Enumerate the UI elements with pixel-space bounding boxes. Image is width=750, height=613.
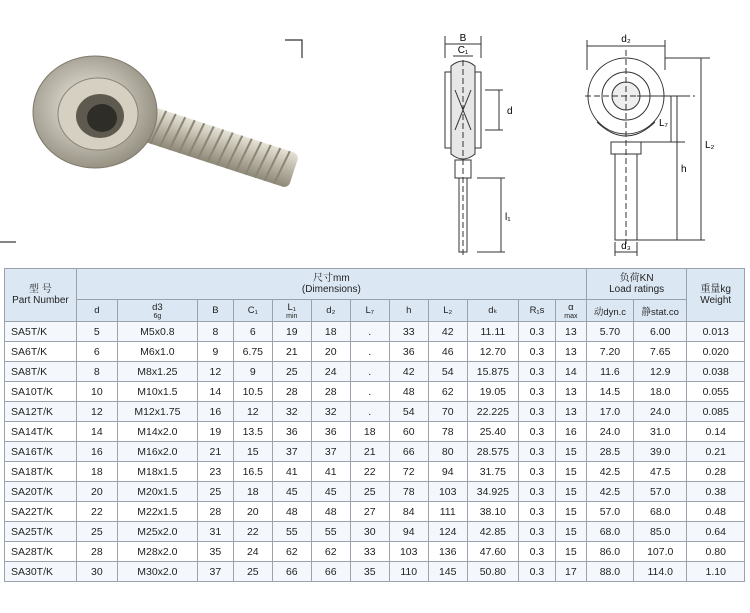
- table-cell: 36: [311, 422, 350, 442]
- col-B: B: [197, 300, 233, 322]
- table-cell: 62: [428, 382, 467, 402]
- table-cell: 15.875: [467, 362, 518, 382]
- table-cell: 28.575: [467, 442, 518, 462]
- table-cell: .: [350, 402, 389, 422]
- col-L1: L₁ min: [272, 300, 311, 322]
- table-cell: 9: [197, 342, 233, 362]
- table-cell: 42.5: [586, 462, 633, 482]
- table-cell: 15: [555, 482, 586, 502]
- table-cell: 107.0: [634, 542, 687, 562]
- part-number-cell: SA8T/K: [5, 362, 77, 382]
- table-cell: 12: [233, 402, 272, 422]
- part-number-cell: SA12T/K: [5, 402, 77, 422]
- part-number-cell: SA10T/K: [5, 382, 77, 402]
- table-cell: 0.3: [519, 362, 556, 382]
- table-row: [5, 422, 745, 442]
- table-cell: 0.28: [687, 462, 745, 482]
- table-row: [5, 562, 745, 582]
- table-cell: 54: [428, 362, 467, 382]
- label-h: h: [681, 164, 687, 175]
- col-d2: d₂: [311, 300, 350, 322]
- table-cell: 15: [555, 502, 586, 522]
- table-cell: 11.11: [467, 322, 518, 342]
- table-cell: 124: [428, 522, 467, 542]
- table-cell: 0.055: [687, 382, 745, 402]
- table-cell: 28: [311, 382, 350, 402]
- table-cell: 70: [428, 402, 467, 422]
- table-cell: 24.0: [634, 402, 687, 422]
- table-cell: 68.0: [634, 502, 687, 522]
- table-cell: 114.0: [634, 562, 687, 582]
- table-row: [5, 442, 745, 462]
- table-cell: 25: [76, 522, 117, 542]
- part-number-cell: SA25T/K: [5, 522, 77, 542]
- table-cell: 72: [389, 462, 428, 482]
- table-cell: 28: [272, 382, 311, 402]
- table-cell: 9: [233, 362, 272, 382]
- table-cell: M14x2.0: [117, 422, 197, 442]
- table-cell: 78: [428, 422, 467, 442]
- table-cell: .: [350, 322, 389, 342]
- table-cell: 12.70: [467, 342, 518, 362]
- header-weight: 重量kg Weight: [687, 269, 745, 322]
- table-cell: 18: [311, 322, 350, 342]
- header-dimensions: 尺寸mm (Dimensions): [76, 269, 586, 300]
- table-cell: 88.0: [586, 562, 633, 582]
- table-cell: M18x1.5: [117, 462, 197, 482]
- table-row: [5, 522, 745, 542]
- table-cell: 0.14: [687, 422, 745, 442]
- table-cell: 25.40: [467, 422, 518, 442]
- table-row: [5, 482, 745, 502]
- table-cell: 136: [428, 542, 467, 562]
- table-cell: 111: [428, 502, 467, 522]
- table-cell: 41: [272, 462, 311, 482]
- table-cell: 18: [76, 462, 117, 482]
- table-cell: 42: [389, 362, 428, 382]
- table-cell: 35: [350, 562, 389, 582]
- table-cell: 103: [389, 542, 428, 562]
- table-row: [5, 382, 745, 402]
- table-cell: 110: [389, 562, 428, 582]
- table-cell: 21: [197, 442, 233, 462]
- table-cell: M28x2.0: [117, 542, 197, 562]
- table-cell: 21: [350, 442, 389, 462]
- part-number-cell: SA18T/K: [5, 462, 77, 482]
- table-cell: 8: [76, 362, 117, 382]
- table-cell: 66: [389, 442, 428, 462]
- table-cell: 60: [389, 422, 428, 442]
- table-cell: 48: [311, 502, 350, 522]
- table-cell: 14: [197, 382, 233, 402]
- table-cell: 6.00: [634, 322, 687, 342]
- table-cell: 1.10: [687, 562, 745, 582]
- table-cell: 30: [350, 522, 389, 542]
- table-cell: 0.3: [519, 442, 556, 462]
- table-cell: 11.6: [586, 362, 633, 382]
- col-stat: 静stat.co: [634, 300, 687, 322]
- table-cell: 0.80: [687, 542, 745, 562]
- table-cell: 12: [76, 402, 117, 422]
- table-cell: 15: [233, 442, 272, 462]
- table-cell: M20x1.5: [117, 482, 197, 502]
- table-cell: 15: [555, 522, 586, 542]
- part-number-cell: SA28T/K: [5, 542, 77, 562]
- table-cell: 42.5: [586, 482, 633, 502]
- label-d2: d₂: [621, 34, 631, 45]
- table-cell: 34.925: [467, 482, 518, 502]
- table-cell: 5: [76, 322, 117, 342]
- table-cell: 10: [76, 382, 117, 402]
- table-cell: M22x1.5: [117, 502, 197, 522]
- table-cell: 13: [555, 342, 586, 362]
- label-C1: C₁: [457, 45, 469, 56]
- table-cell: 94: [428, 462, 467, 482]
- table-cell: 0.3: [519, 542, 556, 562]
- col-h: h: [389, 300, 428, 322]
- table-cell: 0.3: [519, 522, 556, 542]
- col-d: d: [76, 300, 117, 322]
- table-cell: 86.0: [586, 542, 633, 562]
- table-cell: 0.085: [687, 402, 745, 422]
- table-cell: 103: [428, 482, 467, 502]
- table-cell: 6: [76, 342, 117, 362]
- table-cell: 22: [76, 502, 117, 522]
- table-cell: 50.80: [467, 562, 518, 582]
- table-cell: 62: [272, 542, 311, 562]
- table-cell: 25: [197, 482, 233, 502]
- label-L2: L₂: [705, 140, 715, 151]
- crop-marks: [0, 0, 310, 250]
- table-cell: 37: [272, 442, 311, 462]
- table-cell: 33: [389, 322, 428, 342]
- table-cell: 23: [197, 462, 233, 482]
- table-cell: 20: [76, 482, 117, 502]
- table-cell: M16x2.0: [117, 442, 197, 462]
- table-cell: 68.0: [586, 522, 633, 542]
- table-cell: 12.9: [634, 362, 687, 382]
- label-d3: d₃: [621, 241, 631, 252]
- table-cell: 28: [197, 502, 233, 522]
- table-cell: 8: [197, 322, 233, 342]
- table-cell: 41: [311, 462, 350, 482]
- table-cell: 13: [555, 402, 586, 422]
- table-cell: 31.0: [634, 422, 687, 442]
- part-number-cell: SA16T/K: [5, 442, 77, 462]
- table-cell: 19.05: [467, 382, 518, 402]
- table-cell: 47.5: [634, 462, 687, 482]
- table-cell: 14: [555, 362, 586, 382]
- table-cell: 0.3: [519, 462, 556, 482]
- table-cell: 25: [272, 362, 311, 382]
- label-L7: L₇: [659, 118, 668, 129]
- table-cell: 78: [389, 482, 428, 502]
- table-row: [5, 322, 745, 342]
- table-cell: 38.10: [467, 502, 518, 522]
- table-cell: 28: [76, 542, 117, 562]
- table-cell: 16: [197, 402, 233, 422]
- table-cell: 0.3: [519, 502, 556, 522]
- table-cell: M6x1.0: [117, 342, 197, 362]
- table-cell: M30x2.0: [117, 562, 197, 582]
- table-cell: 62: [311, 542, 350, 562]
- table-cell: M12x1.75: [117, 402, 197, 422]
- table-cell: 37: [197, 562, 233, 582]
- table-cell: 0.3: [519, 342, 556, 362]
- part-number-cell: SA14T/K: [5, 422, 77, 442]
- table-cell: 0.38: [687, 482, 745, 502]
- table-cell: 0.3: [519, 422, 556, 442]
- table-row: [5, 542, 745, 562]
- table-cell: 33: [350, 542, 389, 562]
- table-cell: 28.5: [586, 442, 633, 462]
- table-cell: 85.0: [634, 522, 687, 542]
- col-alpha: α max: [555, 300, 586, 322]
- table-cell: 42: [428, 322, 467, 342]
- table-cell: 0.3: [519, 382, 556, 402]
- table-cell: 14.5: [586, 382, 633, 402]
- table-cell: 16: [76, 442, 117, 462]
- table-row: [5, 502, 745, 522]
- table-row: [5, 462, 745, 482]
- table-cell: 80: [428, 442, 467, 462]
- table-cell: 32: [272, 402, 311, 422]
- table-cell: 13.5: [233, 422, 272, 442]
- table-cell: 66: [272, 562, 311, 582]
- label-d: d: [507, 106, 513, 117]
- table-cell: 57.0: [634, 482, 687, 502]
- table-row: [5, 342, 745, 362]
- table-cell: 6.75: [233, 342, 272, 362]
- table-cell: 22.225: [467, 402, 518, 422]
- table-cell: 7.20: [586, 342, 633, 362]
- table-row: [5, 402, 745, 422]
- part-number-cell: SA20T/K: [5, 482, 77, 502]
- table-cell: 66: [311, 562, 350, 582]
- table-cell: 37: [311, 442, 350, 462]
- table-cell: 42.85: [467, 522, 518, 542]
- table-cell: 13: [555, 322, 586, 342]
- table-cell: 18: [233, 482, 272, 502]
- table-cell: 36: [272, 422, 311, 442]
- col-L7: L₇: [350, 300, 389, 322]
- table-cell: 30: [76, 562, 117, 582]
- table-cell: 18: [350, 422, 389, 442]
- table-cell: 14: [76, 422, 117, 442]
- table-cell: 31.75: [467, 462, 518, 482]
- table-cell: 0.3: [519, 562, 556, 582]
- table-cell: 57.0: [586, 502, 633, 522]
- table-body: [5, 322, 745, 582]
- table-cell: 55: [311, 522, 350, 542]
- table-cell: 20: [233, 502, 272, 522]
- table-cell: 45: [272, 482, 311, 502]
- table-cell: M10x1.5: [117, 382, 197, 402]
- table-cell: 0.64: [687, 522, 745, 542]
- table-cell: 25: [350, 482, 389, 502]
- table-cell: 24.0: [586, 422, 633, 442]
- front-drawing: [575, 30, 725, 260]
- table-cell: 32: [311, 402, 350, 422]
- part-number-cell: SA5T/K: [5, 322, 77, 342]
- table-cell: 0.038: [687, 362, 745, 382]
- table-cell: 17.0: [586, 402, 633, 422]
- table-cell: 45: [311, 482, 350, 502]
- table-cell: M5x0.8: [117, 322, 197, 342]
- table-cell: 6: [233, 322, 272, 342]
- table-cell: 36: [389, 342, 428, 362]
- table-cell: 19: [197, 422, 233, 442]
- table-cell: 48: [272, 502, 311, 522]
- table-cell: 21: [272, 342, 311, 362]
- table-cell: 48: [389, 382, 428, 402]
- table-cell: 27: [350, 502, 389, 522]
- table-cell: 22: [233, 522, 272, 542]
- table-cell: 16: [555, 422, 586, 442]
- table-cell: 12: [197, 362, 233, 382]
- col-C1: C₁: [233, 300, 272, 322]
- table-cell: 39.0: [634, 442, 687, 462]
- table-cell: 15: [555, 462, 586, 482]
- table-cell: 10.5: [233, 382, 272, 402]
- table-cell: 17: [555, 562, 586, 582]
- table-cell: 0.3: [519, 402, 556, 422]
- table-cell: 13: [555, 382, 586, 402]
- table-cell: .: [350, 382, 389, 402]
- table-cell: 24: [233, 542, 272, 562]
- table-cell: 18.0: [634, 382, 687, 402]
- table-cell: 24: [311, 362, 350, 382]
- specifications-table: [4, 268, 745, 582]
- table-cell: 47.60: [467, 542, 518, 562]
- table-cell: 5.70: [586, 322, 633, 342]
- table-cell: 15: [555, 442, 586, 462]
- table-cell: 16.5: [233, 462, 272, 482]
- col-dyn: 动dyn.c: [586, 300, 633, 322]
- table-cell: M8x1.25: [117, 362, 197, 382]
- table-cell: 0.21: [687, 442, 745, 462]
- table-cell: 20: [311, 342, 350, 362]
- col-dk: dₖ: [467, 300, 518, 322]
- table-cell: 15: [555, 542, 586, 562]
- table-cell: .: [350, 362, 389, 382]
- col-d3: d3 6g: [117, 300, 197, 322]
- table-cell: M25x2.0: [117, 522, 197, 542]
- table-cell: 145: [428, 562, 467, 582]
- table-row: [5, 362, 745, 382]
- side-section-drawing: [425, 30, 530, 260]
- table-cell: 0.020: [687, 342, 745, 362]
- label-B: B: [459, 33, 467, 44]
- table-cell: 46: [428, 342, 467, 362]
- col-L2: L₂: [428, 300, 467, 322]
- label-l1: l₁: [505, 212, 511, 223]
- table-cell: 22: [350, 462, 389, 482]
- table-cell: 35: [197, 542, 233, 562]
- header-load-ratings: 负荷KN Load ratings: [586, 269, 687, 300]
- table-cell: 94: [389, 522, 428, 542]
- table-cell: 0.013: [687, 322, 745, 342]
- table-cell: 31: [197, 522, 233, 542]
- table-cell: 19: [272, 322, 311, 342]
- part-number-cell: SA22T/K: [5, 502, 77, 522]
- table-cell: 7.65: [634, 342, 687, 362]
- table-cell: 55: [272, 522, 311, 542]
- table-cell: 84: [389, 502, 428, 522]
- table-cell: 25: [233, 562, 272, 582]
- col-R1s: R₁s: [519, 300, 556, 322]
- part-number-cell: SA6T/K: [5, 342, 77, 362]
- table-cell: 0.3: [519, 322, 556, 342]
- table-cell: 54: [389, 402, 428, 422]
- table-cell: 0.48: [687, 502, 745, 522]
- table-cell: .: [350, 342, 389, 362]
- table-cell: 0.3: [519, 482, 556, 502]
- part-number-cell: SA30T/K: [5, 562, 77, 582]
- illustration-area: [0, 0, 750, 268]
- header-part-number: 型 号 Part Number: [5, 269, 77, 322]
